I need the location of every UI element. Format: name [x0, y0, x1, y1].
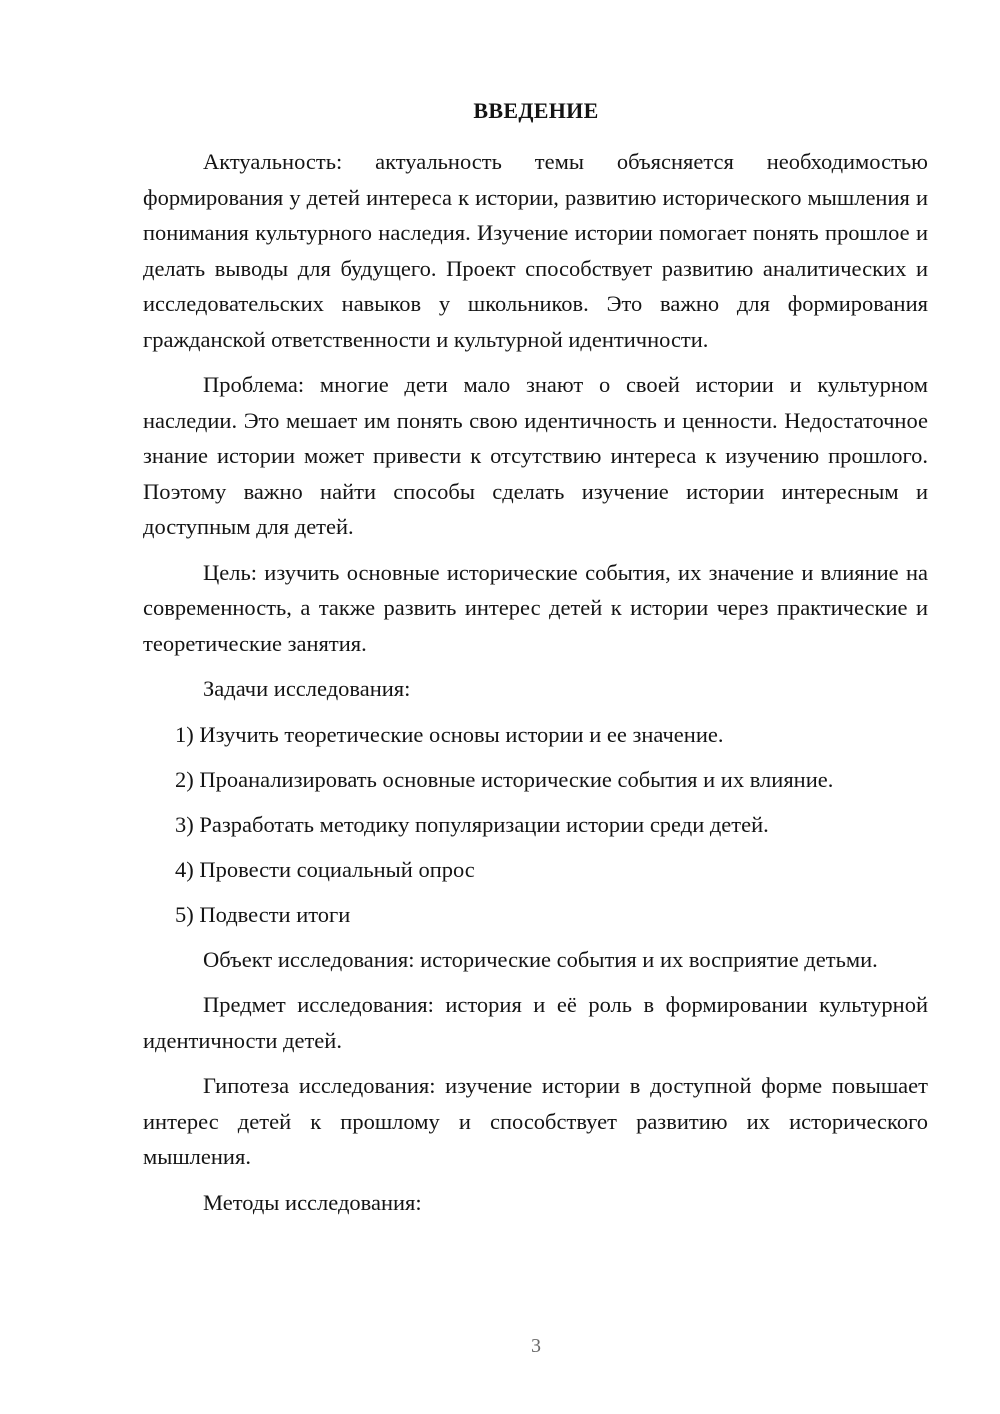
page-title: ВВЕДЕНИЕ [473, 98, 599, 123]
document-body [143, 144, 928, 1230]
tasks-list [143, 717, 928, 933]
goal-paragraph: Цель: изучить основные исторические события, их значение и влияние на современность, а также развить интерес детей к истории через практические и теоретические занятия. [143, 559, 928, 656]
page-number: 3 [531, 1335, 541, 1357]
hypothesis-paragraph: Гипотеза исследования: изучение истории в доступной форме повышает интерес детей к прошлому и способствует развитию их исторического мышления. [143, 1073, 928, 1169]
task-item: 4) Провести социальный опрос [175, 856, 475, 882]
tasks-heading: Задачи исследования: [203, 676, 411, 701]
problem-paragraph: Проблема: многие дети мало знают о своей истории и культурном наследии. Это мешает им понять свою идентичность и ценности. Недостаточное знание истории может привести к отсутствию интереса к изучению прошлого. Поэтому важно найти способы сделать изучение истории интересным и доступным для детей. [143, 372, 928, 539]
methods-heading: Методы исследования: [203, 1189, 422, 1215]
task-item: 2) Проанализировать основные исторические события и их влияние. [175, 766, 834, 792]
task-item: 3) Разработать методику популяризации истории среди детей. [175, 811, 769, 837]
relevance-paragraph: Актуальность: актуальность темы объясняется необходимостью формирования у детей интереса к истории, развитию исторического мышления и понимания культурного наследия. Изучение истории помогает понять прошлое и делать выводы для будущего. Проект способствует развитию аналитических и исследовательских навыков у школьников. Это важно для формирования гражданской ответственности и культурной идентичности. [143, 149, 928, 352]
task-item: 1) Изучить теоретические основы истории и ее значение. [175, 721, 724, 747]
task-item: 5) Подвести итоги [175, 901, 351, 927]
object-paragraph: Объект исследования: исторические события и их восприятие детьми. [203, 946, 878, 972]
subject-paragraph: Предмет исследования: история и её роль в формировании культурной идентичности детей. [143, 992, 928, 1053]
